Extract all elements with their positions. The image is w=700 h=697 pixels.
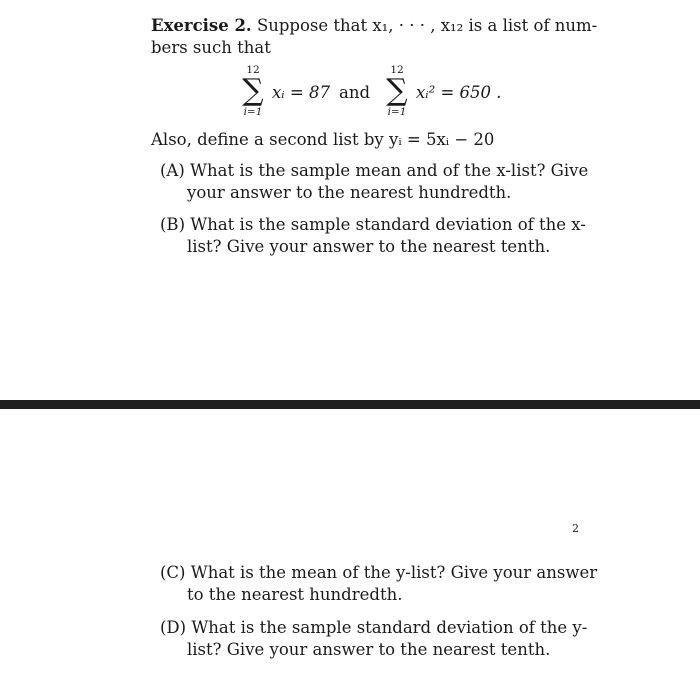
question-c-line-2: to the nearest hundredth. — [187, 585, 403, 604]
summation-2-lower: i=1 — [387, 106, 407, 118]
summation-1-term: xᵢ = 87 — [272, 83, 330, 102]
question-a-line-1: (A) What is the sample mean and of the x-list? Give — [160, 161, 589, 180]
summation-2 — [380, 64, 414, 118]
summation-1 — [236, 64, 270, 118]
summation-2-symbol: ∑ — [386, 73, 408, 108]
question-c-line-1: (C) What is the mean of the y-list? Give your answer — [160, 563, 598, 582]
exercise-intro-text: Suppose that x₁, · · · , x₁₂ is a list of num- — [256, 16, 598, 35]
define-y-list: Also, define a second list by yᵢ = 5xᵢ − 20 — [151, 130, 495, 149]
summation-2-upper: 12 — [390, 64, 404, 76]
summation-2-term: xᵢ² = 650 . — [416, 83, 502, 102]
exercise-intro-line-1 — [151, 16, 597, 36]
question-b-line-1: (B) What is the sample standard deviation of the x- — [160, 215, 586, 234]
question-d-line-1: (D) What is the sample standard deviation of the y- — [160, 618, 588, 637]
question-d-line-2: list? Give your answer to the nearest tenth. — [187, 640, 551, 659]
summation-1-symbol: ∑ — [242, 73, 264, 108]
summation-connector: and — [339, 83, 371, 102]
question-a-line-2: your answer to the nearest hundredth. — [187, 183, 512, 202]
page-divider — [0, 400, 700, 409]
exercise-label: Exercise 2. — [151, 16, 252, 35]
worksheet-page-bottom — [0, 409, 700, 697]
summation-1-lower: i=1 — [243, 106, 263, 118]
page-number: 2 — [572, 522, 579, 535]
exercise-intro-line-2: bers such that — [151, 38, 271, 57]
summation-1-upper: 12 — [246, 64, 260, 76]
question-b-line-2: list? Give your answer to the nearest tenth. — [187, 237, 551, 256]
